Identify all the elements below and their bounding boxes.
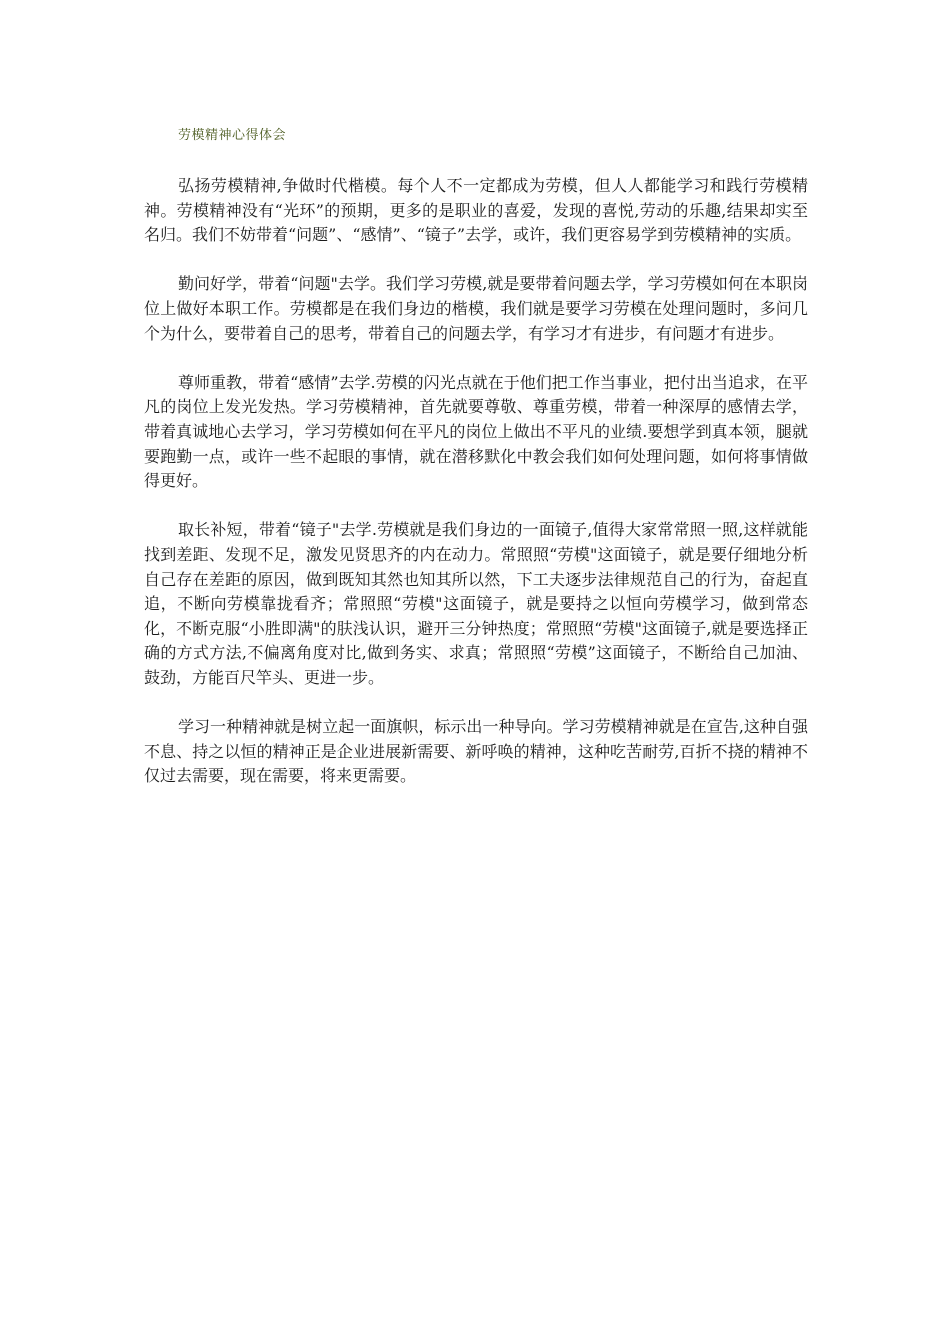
paragraph-2: 勤问好学，带着“问题"去学。我们学习劳模,就是要带着问题去学，学习劳模如何在本职岗位上做好本职工作。劳模都是在我们身边的楷模，我们就是要学习劳模在处理问题时，多问几个为什么，要带着自己的思考，带着自己的问题去学，有学习才有进步，有问题才有进步。: [144, 274, 808, 343]
paragraph-4: 取长补短，带着“镜子"去学.劳模就是我们身边的一面镜子,值得大家常常照一照,这样就能找到差距、发现不足，激发见贤思齐的内在动力。常照照“劳模"这面镜子，就是要仔细地分析自己存在差距的原因，做到既知其然也知其所以然，下工夫逐步法律规范自己的行为，奋起直追，不断向劳模靠拢看齐；常照照“劳模"这面镜子，就是要持之以恒向劳模学习，做到常态化，不断克服“小胜即满"的肤浅认识，避开三分钟热度；常照照“劳模"这面镜子,就是要选择正确的方式方法,不偏离角度对比,做到务实、求真；常照照“劳模”这面镜子，不断给自己加油、鼓劲，方能百尺竿头、更进一步。: [144, 520, 808, 687]
document-title: 劳模精神心得体会: [178, 128, 287, 143]
paragraph-3: 尊师重教，带着“感情”去学.劳模的闪光点就在于他们把工作当事业，把付出当追求，在平凡的岗位上发光发热。学习劳模精神，首先就要尊敬、尊重劳模，带着一种深厚的感情去学，带着真诚地心去学习，学习劳模如何在平凡的岗位上做出不平凡的业绩.要想学到真本领，腿就要跑勤一点，或许一些不起眼的事情，就在潜移默化中教会我们如何处理问题，如何将事情做得更好。: [144, 372, 808, 491]
document-body: [144, 174, 808, 813]
paragraph-1: 弘扬劳模精神,争做时代楷模。每个人不一定都成为劳模，但人人都能学习和践行劳模精神。劳模精神没有“光环”的预期，更多的是职业的喜爱，发现的喜悦,劳动的乐趣,结果却实至名归。我们不妨带着“问题”、“感情”、“镜子”去学，或许，我们更容易学到劳模精神的实质。: [144, 176, 808, 245]
paragraph-5: 学习一种精神就是树立起一面旗帜，标示出一种导向。学习劳模精神就是在宣告,这种自强不息、持之以恒的精神正是企业进展新需要、新呼唤的精神，这种吃苦耐劳,百折不挠的精神不仅过去需要，现在需要，将来更需要。: [144, 717, 808, 786]
